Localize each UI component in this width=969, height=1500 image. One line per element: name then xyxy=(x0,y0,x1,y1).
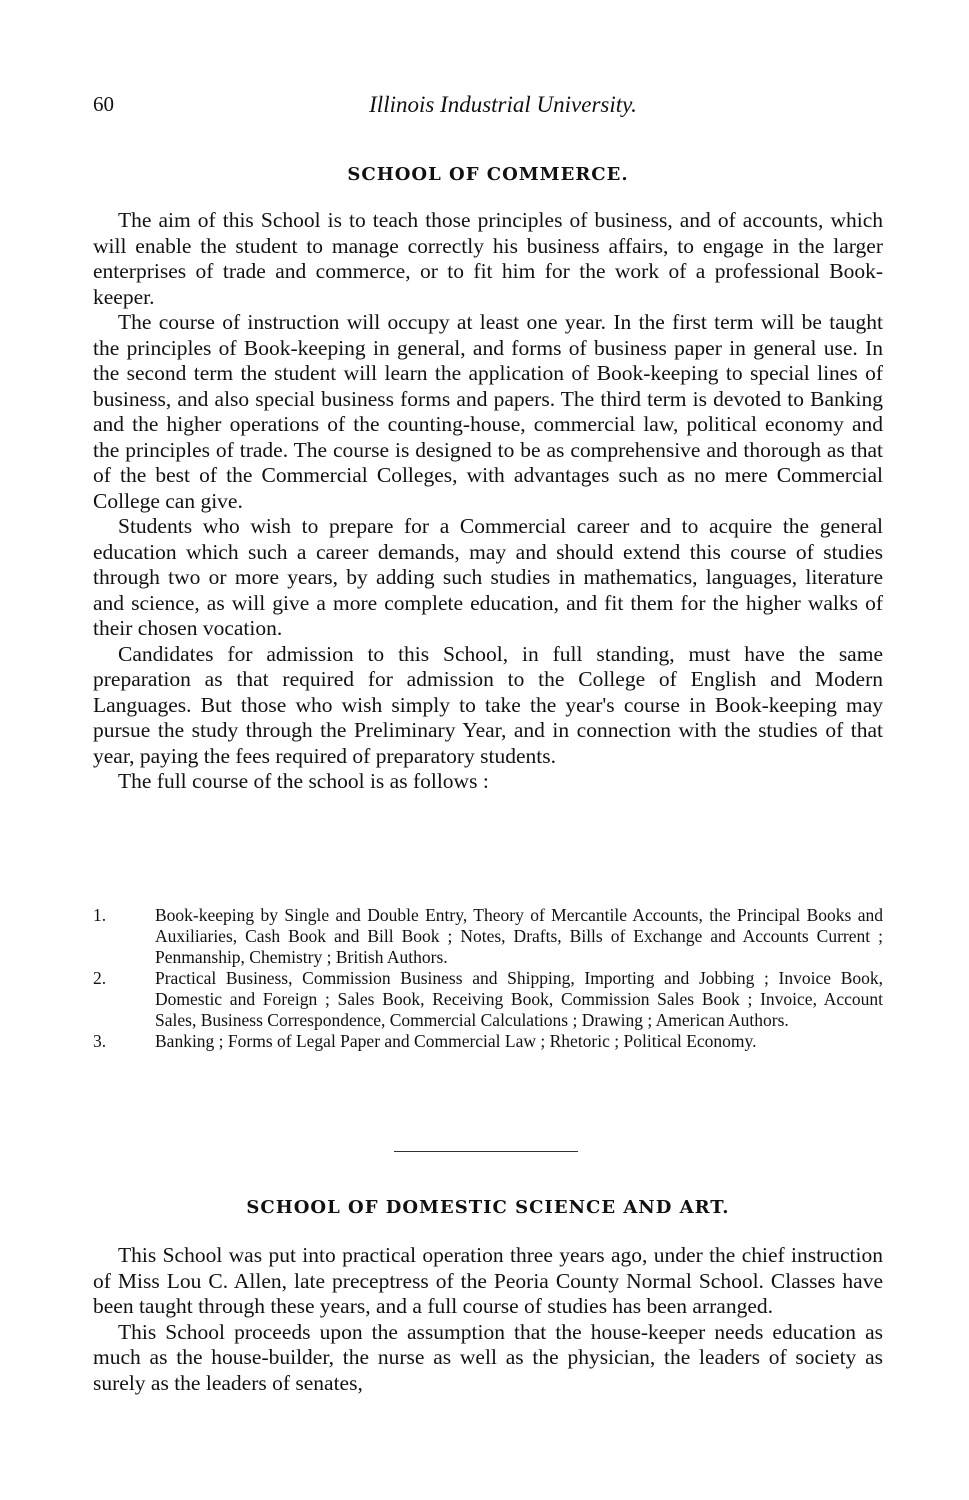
domestic-body xyxy=(93,1243,883,1396)
course-item-text: Book-keeping by Single and Double Entry, Theory of Mercantile Accounts, the Principal Books and Auxiliaries, Cash Book and Bill Book ; Notes, Drafts, Bills of Exchange and Accounts Current ; Penmanship, Chemistry ; British Authors. xyxy=(155,905,883,967)
course-item-number: 1. xyxy=(93,905,107,925)
course-item-number: 3. xyxy=(93,1031,107,1051)
course-item-number: 2. xyxy=(93,968,107,988)
course-item-text: Practical Business, Commission Business and Shipping, Importing and Jobbing ; Invoice Book, Domestic and Foreign ; Sales Book, Receiving Book, Commission Sales Book ; Invoice, Account Sales, Business Correspondence, Commercial Calculations ; Drawing ; American Authors. xyxy=(155,968,883,1030)
running-title: Illinois Industrial University. xyxy=(369,92,637,117)
page-number: 60 xyxy=(93,92,114,116)
section-heading-commerce: SCHOOL OF COMMERCE. xyxy=(347,164,629,185)
paragraph: The course of instruction will occupy at least one year. In the first term will be taught the principles of Book-keeping in general, and forms of business paper in general use. In the second term the student will learn the application of Book-keeping to special lines of business, and also special business forms and papers. The third term is devoted to Banking and the higher operations of the counting-house, commercial law, political economy and the principles of trade. The course is designed to be as comprehensive and thorough as that of the best of the Commercial Colleges, with advantages such as no mere Commercial College can give. xyxy=(93,310,883,513)
course-item xyxy=(93,1031,883,1052)
running-header xyxy=(93,92,883,122)
paragraph: The aim of this School is to teach those principles of business, and of accounts, which will enable the student to manage correctly his business affairs, to engage in the larger enterprises of trade and commerce, or to fit him for the work of a professional Book-keeper. xyxy=(93,208,883,309)
paragraph: This School was put into practical operation three years ago, under the chief instruction of Miss Lou C. Allen, late preceptress of the Peoria County Normal School. Classes have been taught through these years, and a full course of studies has been arranged. xyxy=(93,1243,883,1318)
section-heading-domestic: SCHOOL OF DOMESTIC SCIENCE AND ART. xyxy=(246,1197,730,1218)
commerce-body xyxy=(93,208,883,795)
paragraph: The full course of the school is as follows : xyxy=(118,769,489,793)
course-item-text: Banking ; Forms of Legal Paper and Commercial Law ; Rhetoric ; Political Economy. xyxy=(155,1031,757,1051)
paragraph: This School proceeds upon the assumption that the house-keeper needs education as much as the house-builder, the nurse as well as the physician, the leaders of society as surely as the leaders of senates, xyxy=(93,1319,883,1395)
course-item xyxy=(93,905,883,968)
paragraph: Candidates for admission to this School, in full standing, must have the same preparation as that required for admission to the College of English and Modern Languages. But those who wish simply to take the year's course in Book-keeping may pursue the study through the Preliminary Year, and in connection with the studies of that year, paying the fees required of preparatory students. xyxy=(93,641,883,768)
paragraph: Students who wish to prepare for a Commercial career and to acquire the general education which such a career demands, may and should extend this course of studies through two or more years, by adding such studies in mathematics, languages, literature and science, as will give a more complete education, and fit them for the higher walks of their chosen vocation. xyxy=(93,514,883,640)
course-list xyxy=(93,905,883,1052)
course-item xyxy=(93,968,883,1031)
section-divider xyxy=(394,1151,578,1152)
